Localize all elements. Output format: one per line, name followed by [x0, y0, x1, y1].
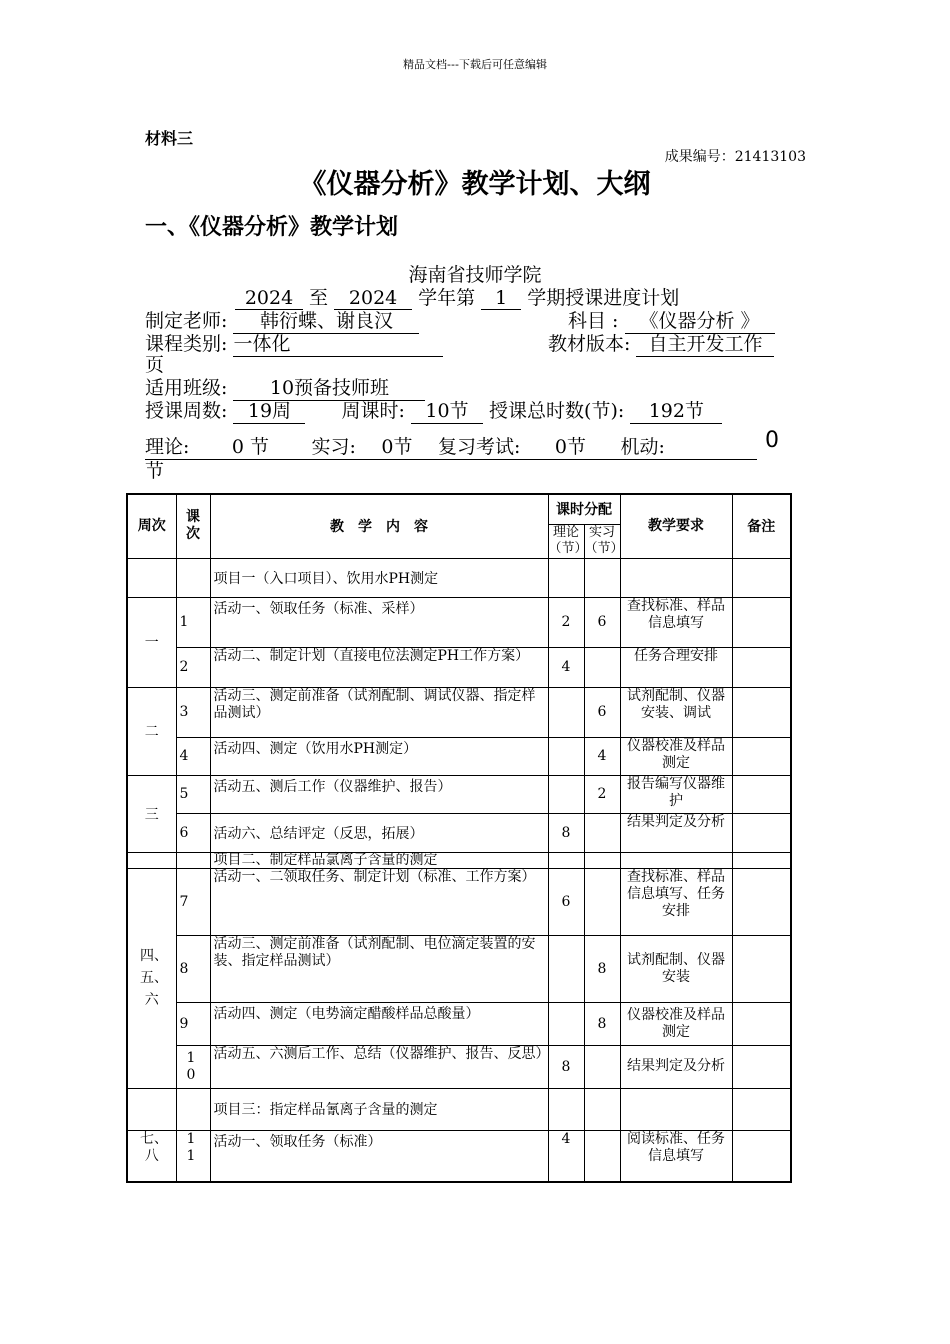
- theory-hours: 8: [548, 813, 584, 852]
- practice-hours: 8: [584, 1002, 620, 1045]
- note-cell: [732, 1130, 791, 1182]
- flex-unit: 节: [145, 460, 165, 482]
- activity-content: 活动三、测定前准备（试剂配制、电位滴定装置的安装、指定样品测试）: [210, 935, 548, 1002]
- textbook-value: 自主开发工作: [636, 329, 774, 357]
- review-value: 0节: [554, 436, 586, 458]
- teaching-requirement: 仪器校准及样品测定: [620, 1002, 732, 1045]
- weekly-value: 10节: [411, 396, 483, 424]
- note-cell: [732, 935, 791, 1002]
- category-line: [145, 329, 443, 357]
- activity-content: 活动二、制定计划（直接电位法测定PH工作方案）: [210, 647, 548, 687]
- material-label: 材料三: [145, 129, 194, 148]
- activity-content: 活动一、二领取任务、制定计划（标准、工作方案）: [210, 868, 548, 935]
- theory-hours: [548, 1002, 584, 1045]
- year-to: 至: [309, 287, 329, 309]
- activity-content: 活动三、测定前准备（试剂配制、调试仪器、指定样品测试）: [210, 687, 548, 737]
- category-label: 课程类别:: [145, 333, 228, 355]
- note-cell: [732, 687, 791, 737]
- year-end: 2024: [334, 287, 412, 310]
- textbook-line: [548, 329, 774, 357]
- theory-hours: 6: [548, 868, 584, 935]
- practice-hours: 6: [584, 597, 620, 647]
- header-requirements: 教学要求: [620, 494, 732, 558]
- lesson-number: 8: [176, 935, 210, 1002]
- main-title: 《仪器分析》教学计划、大纲: [299, 169, 651, 200]
- teaching-requirement: 阅读标准、任务信息填写: [620, 1130, 732, 1182]
- weekly-label: 周课时:: [341, 400, 405, 422]
- header-hours: 课时分配: [548, 494, 620, 524]
- header-week: 周次: [127, 494, 176, 558]
- teaching-requirement: 试剂配制、仪器安装: [620, 935, 732, 1002]
- activity-content: 活动一、领取任务（标准）: [210, 1130, 548, 1182]
- lesson-number: 11: [176, 1130, 210, 1182]
- lesson-number: 9: [176, 1002, 210, 1045]
- teaching-requirement: 试剂配制、仪器安装、调试: [620, 687, 732, 737]
- year-start: 2024: [235, 287, 303, 310]
- term-suffix: 学期授课进度计划: [527, 287, 680, 309]
- week-cell: 七、八: [127, 1130, 176, 1182]
- subject-label: 科目 :: [568, 310, 619, 332]
- class-label: 适用班级:: [145, 377, 228, 399]
- section-title: 一、《仪器分析》教学计划: [145, 215, 399, 240]
- practice-hours: 2: [584, 775, 620, 813]
- total-label: 授课总时数(节):: [489, 400, 625, 422]
- header-lesson: 课次: [176, 494, 210, 558]
- teaching-requirement: 结果判定及分析: [620, 813, 732, 852]
- total-value: 192节: [630, 396, 722, 424]
- header-note: 精品文档---下载后可任意编辑: [403, 58, 547, 71]
- lesson-number: 1: [176, 597, 210, 647]
- textbook-cont: 页: [145, 354, 165, 376]
- week-cell: 三: [127, 775, 176, 852]
- practice-hours: 8: [584, 935, 620, 1002]
- flex-value: 0: [765, 428, 779, 453]
- note-cell: [732, 868, 791, 935]
- lesson-number: 5: [176, 775, 210, 813]
- practice-hours: [584, 813, 620, 852]
- practice-hours: [584, 868, 620, 935]
- hours-line: [145, 396, 722, 424]
- practice-value: 0节: [381, 436, 413, 458]
- weeks-label: 授课周数:: [145, 400, 228, 422]
- practice-hours: 4: [584, 737, 620, 775]
- lesson-number: 2: [176, 647, 210, 687]
- achievement-number: 成果编号：21413103: [664, 149, 806, 165]
- week-cell: 一: [127, 597, 176, 687]
- activity-content: 活动一、领取任务（标准、采样）: [210, 597, 548, 647]
- activity-content: 活动四、测定（电势滴定醋酸样品总酸量）: [210, 1002, 548, 1045]
- practice-hours: 6: [584, 687, 620, 737]
- theory-hours: 4: [548, 1130, 584, 1182]
- note-cell: [732, 813, 791, 852]
- theory-hours: 2: [548, 597, 584, 647]
- teaching-requirement: 报告编写仪器维护: [620, 775, 732, 813]
- activity-content: 活动六、总结评定（反思，拓展）: [210, 813, 548, 852]
- year-of: 学年第: [418, 287, 476, 309]
- note-cell: [732, 597, 791, 647]
- lesson-number: 4: [176, 737, 210, 775]
- header-content: 教 学 内 容: [210, 494, 548, 558]
- category-value: 一体化: [233, 329, 443, 357]
- weeks-value: 19周: [233, 396, 305, 424]
- term-number: 1: [481, 287, 521, 310]
- project-row: 项目三：指定样品氰离子含量的测定: [210, 1088, 548, 1130]
- lesson-number: 10: [176, 1045, 210, 1088]
- teaching-requirement: 查找标准、样品信息填写、任务安排: [620, 868, 732, 935]
- practice-hours: [584, 1130, 620, 1182]
- note-cell: [732, 1045, 791, 1088]
- lesson-number: 6: [176, 813, 210, 852]
- theory-hours: [548, 687, 584, 737]
- subject-value: 《仪器分析 》: [625, 306, 775, 334]
- note-cell: [732, 647, 791, 687]
- lesson-number: 3: [176, 687, 210, 737]
- note-cell: [732, 775, 791, 813]
- note-cell: [732, 1002, 791, 1045]
- theory-hours: [548, 775, 584, 813]
- activity-content: 活动五、六测后工作、总结（仪器维护、报告、反思）: [210, 1045, 548, 1088]
- activity-content: 活动五、测后工作（仪器维护、报告）: [210, 775, 548, 813]
- school-name: 海南省技师学院: [408, 264, 542, 286]
- week-cell: 二: [127, 687, 176, 775]
- teaching-requirement: 结果判定及分析: [620, 1045, 732, 1088]
- teaching-requirement: 仪器校准及样品测定: [620, 737, 732, 775]
- header-note: 备注: [732, 494, 791, 558]
- practice-label: 实习:: [311, 436, 356, 458]
- theory-value: 0 节: [231, 436, 270, 458]
- lesson-number: 7: [176, 868, 210, 935]
- week-cell: 四、五、六: [127, 868, 176, 1088]
- project-row: 项目一（入口项目）、饮用水PH测定: [210, 558, 548, 597]
- class-value: 10预备技师班: [233, 373, 425, 401]
- theory-hours: 8: [548, 1045, 584, 1088]
- theory-hours: 4: [548, 647, 584, 687]
- practice-hours: [584, 647, 620, 687]
- header-theory: 理论（节）: [548, 524, 584, 558]
- theory-hours: [548, 737, 584, 775]
- project-row: 项目二、制定样品氯离子含量的测定: [210, 852, 548, 868]
- practice-hours: [584, 1045, 620, 1088]
- schedule-table: [126, 493, 792, 1183]
- header-practice: 实习（节）: [584, 524, 620, 558]
- theory-hours: [548, 935, 584, 1002]
- review-label: 复习考试:: [438, 436, 521, 458]
- teaching-requirement: 任务合理安排: [620, 647, 732, 687]
- note-cell: [732, 737, 791, 775]
- teacher-label: 制定老师:: [145, 310, 228, 332]
- breakdown-line: [145, 432, 757, 460]
- theory-label: 理论:: [145, 436, 190, 458]
- teacher-value: 韩衍蝶、谢良汉: [233, 306, 419, 334]
- textbook-label: 教材版本:: [548, 333, 631, 355]
- teaching-requirement: 查找标准、样品信息填写: [620, 597, 732, 647]
- flex-label: 机动:: [620, 436, 665, 458]
- activity-content: 活动四、测定（饮用水PH测定）: [210, 737, 548, 775]
